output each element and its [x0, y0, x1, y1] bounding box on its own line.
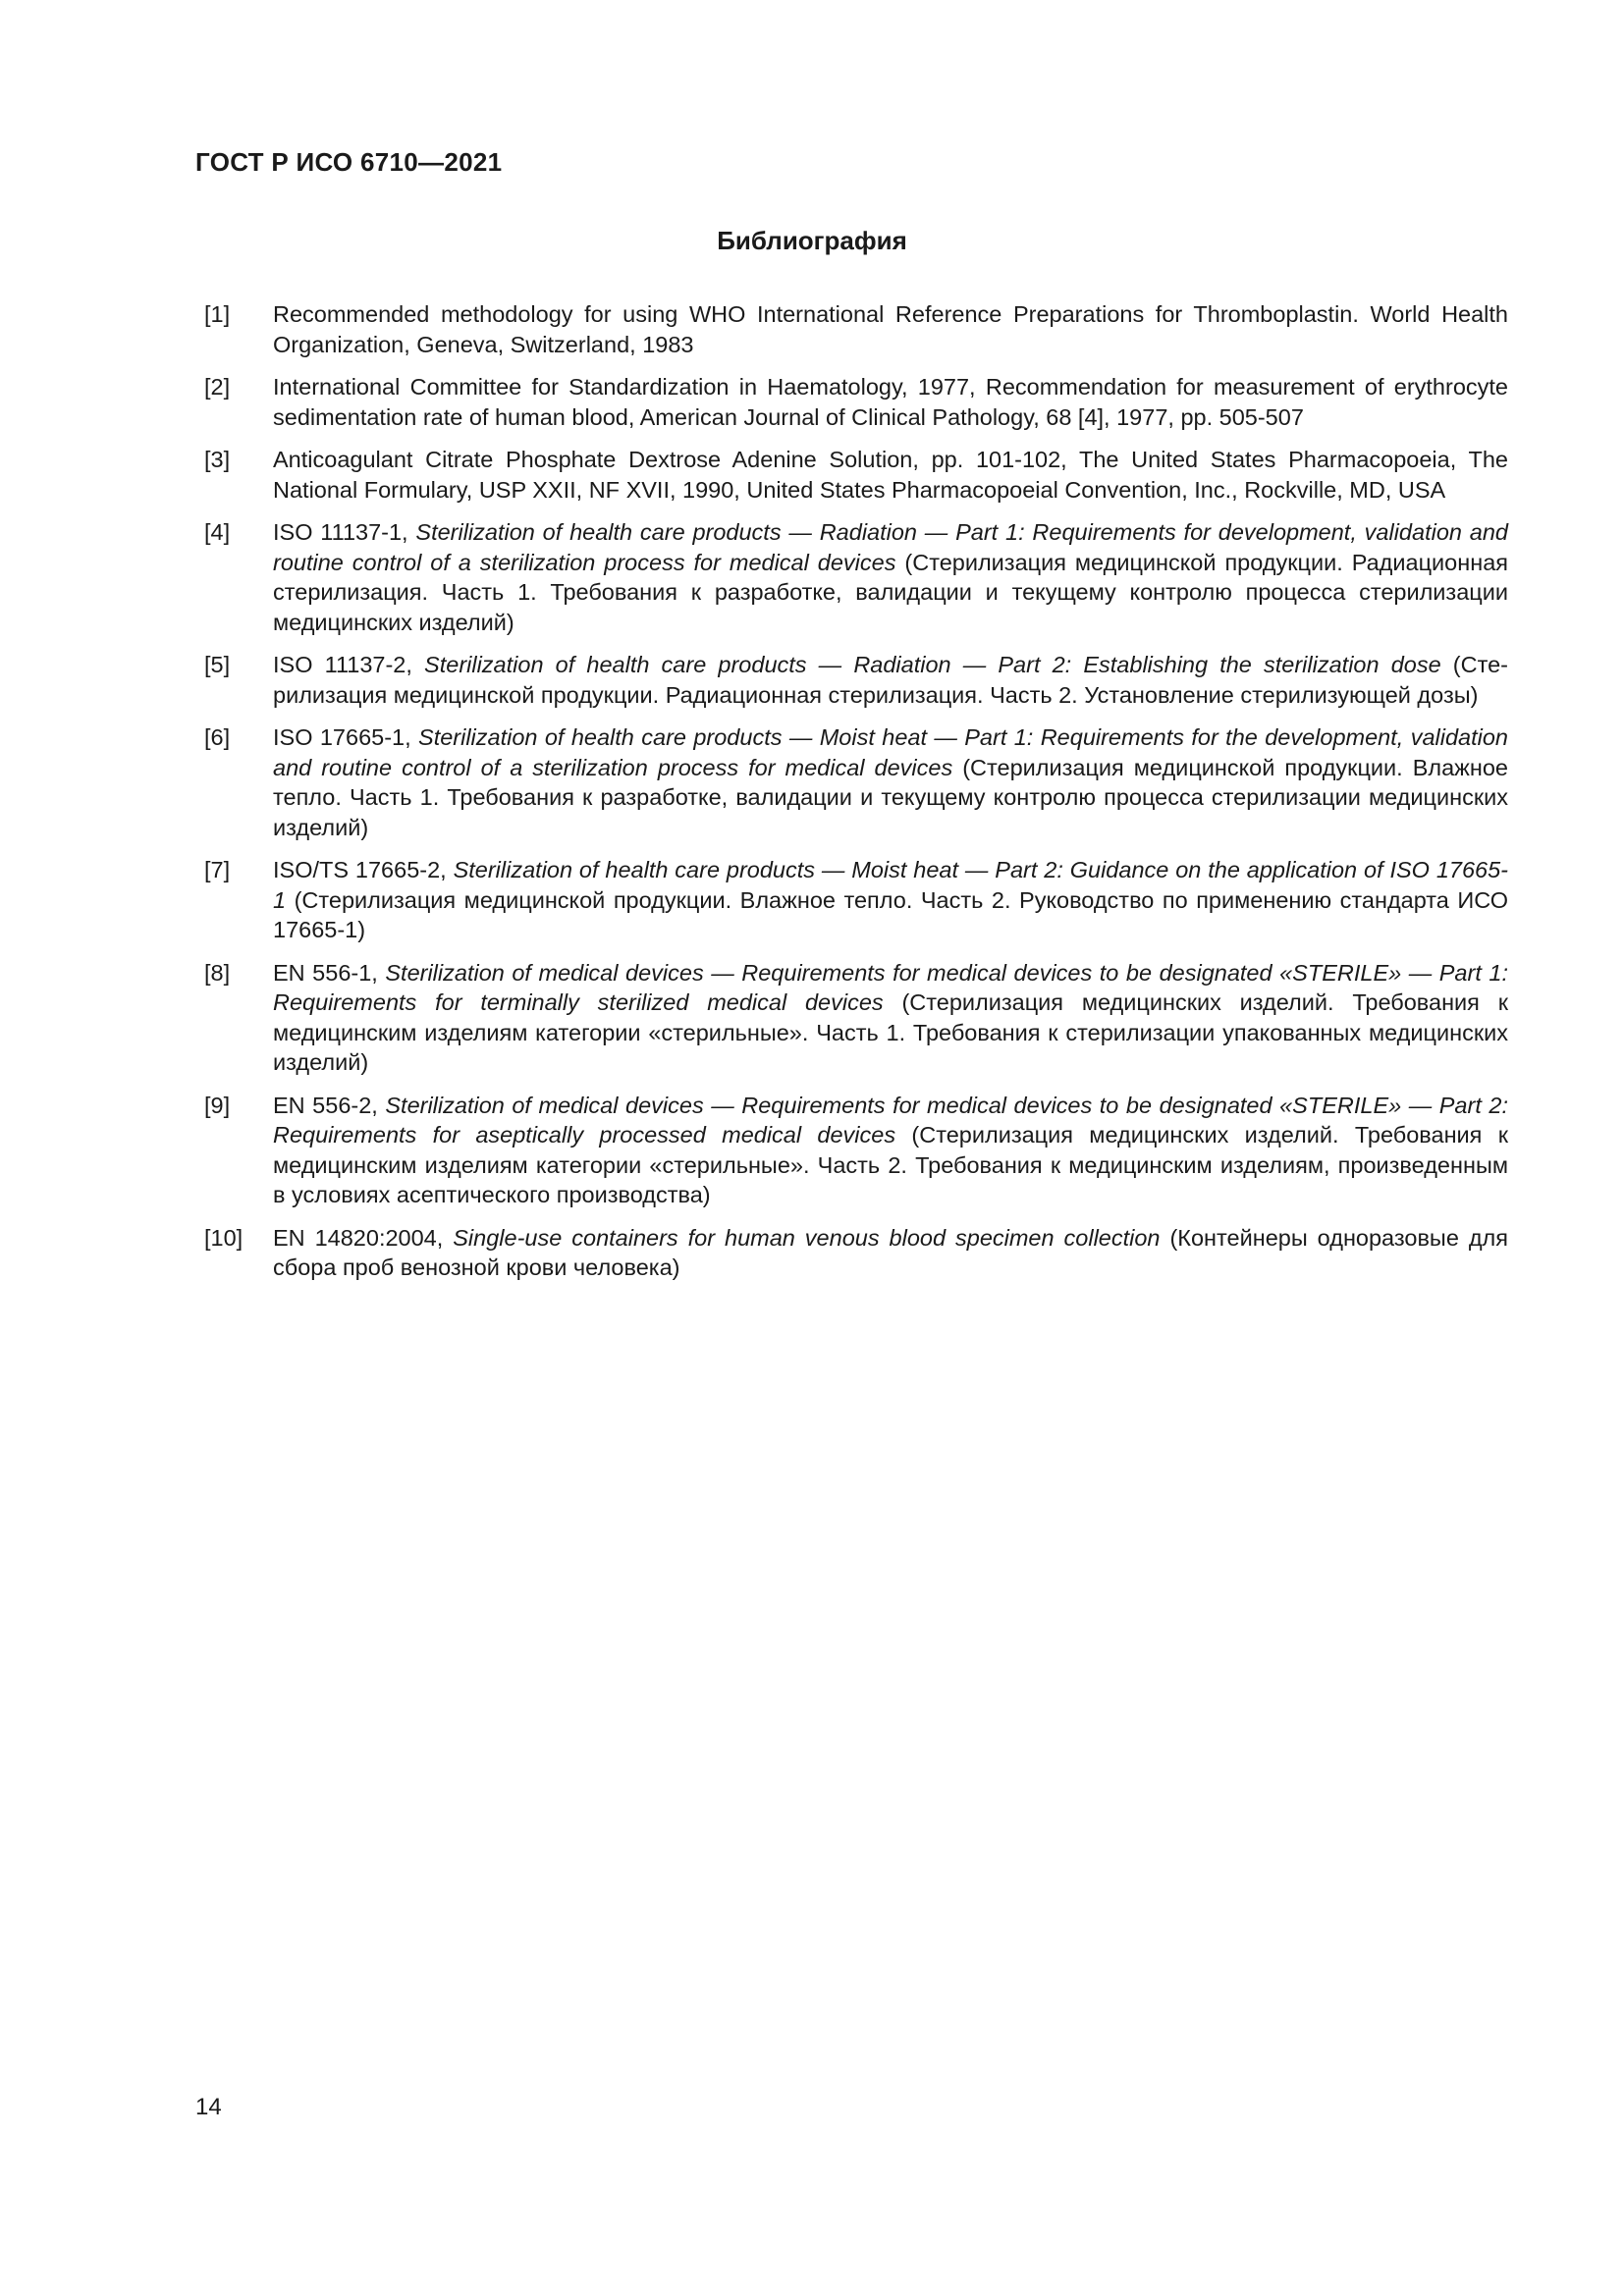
entry-lead: ISO 11137-1,	[273, 519, 416, 545]
entry-tail: (Стерилизация медицинских изделий. Требования к медицинским изделиям категории «стерильные». Часть 1. Требования к стерилизации упакованных медицинских изделий)	[273, 989, 1508, 1075]
entry-number: [5]	[204, 652, 231, 677]
bibliography-entry-9	[204, 1091, 1508, 1210]
entry-title: Sterilization of health care products — Radiation — Part 1: Requirements for development, validation and routine control of a sterilization process for medical devices	[273, 519, 1508, 575]
entry-text	[273, 372, 1508, 432]
entry-lead: ISO/TS 17665-2,	[273, 857, 454, 882]
entry-lead: ISO 17665-1,	[273, 724, 419, 750]
entry-lead: Anticoagulant Citrate Phosphate Dextrose Adenine Solution, pp. 101-102, The United States Pharmacopoeia, The National Formulary, USP XXII, NF XVII, 1990, United States Pharmacopoeial Convention, Inc., Rockville, MD, USA	[273, 447, 1508, 503]
entry-number: [10]	[204, 1224, 244, 1251]
entry-tail: (Стерилизация медицинской продукции. Радиационная стерилизация. Часть 1. Требования к разработке, валидации и текущему контролю процесса стерилизации медицинских изделий)	[273, 549, 1508, 635]
page-number: 14	[195, 2094, 222, 2120]
entry-text	[273, 650, 1508, 710]
bibliography-list	[204, 299, 1508, 1296]
entry-number: [2]	[204, 374, 231, 400]
bibliography-entry-8	[204, 958, 1508, 1078]
bibliography-entry-6	[204, 722, 1508, 842]
entry-lead: ISO 11137-2,	[273, 652, 425, 677]
entry-number: [9]	[204, 1092, 231, 1118]
entry-lead: International Committee for Standardization in Haematology, 1977, Recommendation for measurement of erythrocyte sedimentation rate of human blood, American Journal of Clinical Pathology, 68 [4], 1977, pp. 505-507	[273, 374, 1508, 430]
entry-tail: (Контейнеры одноразовые для сбора проб венозной крови человека)	[273, 1224, 1508, 1280]
bibliography-entry-3	[204, 445, 1508, 505]
standard-header: ГОСТ Р ИСО 6710—2021	[195, 147, 503, 177]
bibliography-entry-10	[204, 1223, 1508, 1283]
entry-number: [6]	[204, 724, 231, 750]
bibliography-entry-2	[204, 372, 1508, 432]
entry-lead: Recommended methodology for using WHO International Reference Preparations for Thromboplastin. World Health Organization, Geneva, Switzerland, 1983	[273, 301, 1508, 357]
entry-number: [7]	[204, 857, 231, 882]
entry-tail: (Стерилизация медицинской продукции. Влажное тепло. Часть 1. Требования к разработке, валидации и текущему контролю процесса стерилизации медицинских изделий)	[273, 754, 1509, 840]
entry-text	[273, 445, 1508, 505]
entry-tail: (Стерилизация медицинской продукции. Радиационная стерилизация. Часть 2. Установление стерилизующей дозы)	[273, 652, 1508, 708]
entry-tail: (Стерилизация медицинских изделий. Требования к медицинским изделиям категории «стерильные». Часть 2. Требования к медицинским изделиям, произведенным в условиях асептического производства)	[273, 1122, 1508, 1207]
entry-title: Single-use containers for human venous blood specimen collection	[453, 1224, 1161, 1251]
entry-title: Sterilization of health care products — Moist heat — Part 2: Guidance on the application of ISO 17665-1	[273, 857, 1509, 913]
entry-lead: EN 556-1,	[273, 959, 386, 986]
entry-text	[273, 958, 1508, 1078]
entry-text	[273, 299, 1508, 359]
entry-text	[273, 855, 1508, 945]
bibliography-entry-7	[204, 855, 1508, 945]
entry-number: [3]	[204, 447, 231, 472]
entry-title: Sterilization of health care products — Radiation — Part 2: Establishing the sterilization dose	[424, 652, 1441, 677]
entry-lead: EN 556-2,	[273, 1092, 386, 1118]
entry-number: [8]	[204, 959, 231, 986]
entry-number: [4]	[204, 519, 231, 545]
entry-text	[273, 1223, 1508, 1283]
entry-text	[273, 517, 1508, 637]
bibliography-entry-5	[204, 650, 1508, 710]
entry-tail: (Стерилизация медицинской продукции. Влажное тепло. Часть 2. Руководство по применению стандарта ИСО 17665-1)	[273, 886, 1508, 942]
bibliography-title: Библиография	[717, 226, 907, 255]
entry-title: Sterilization of medical devices — Requirements for medical devices to be designated «STERILE» — Part 2: Requirements for aseptically processed medical devices	[273, 1092, 1508, 1148]
entry-text	[273, 1091, 1508, 1210]
entry-lead: EN 14820:2004,	[273, 1224, 454, 1251]
entry-text	[273, 722, 1508, 842]
bibliography-entry-1	[204, 299, 1508, 359]
bibliography-entry-4	[204, 517, 1508, 637]
entry-title: Sterilization of medical devices — Requirements for medical devices to be designated «STERILE» — Part 1: Requirements for terminally sterilized medical devices	[273, 959, 1508, 1015]
entry-title: Sterilization of health care products — Moist heat — Part 1: Requirements for the development, validation and routine control of a sterilization process for medical devices	[273, 724, 1508, 780]
entry-number: [1]	[204, 301, 231, 327]
